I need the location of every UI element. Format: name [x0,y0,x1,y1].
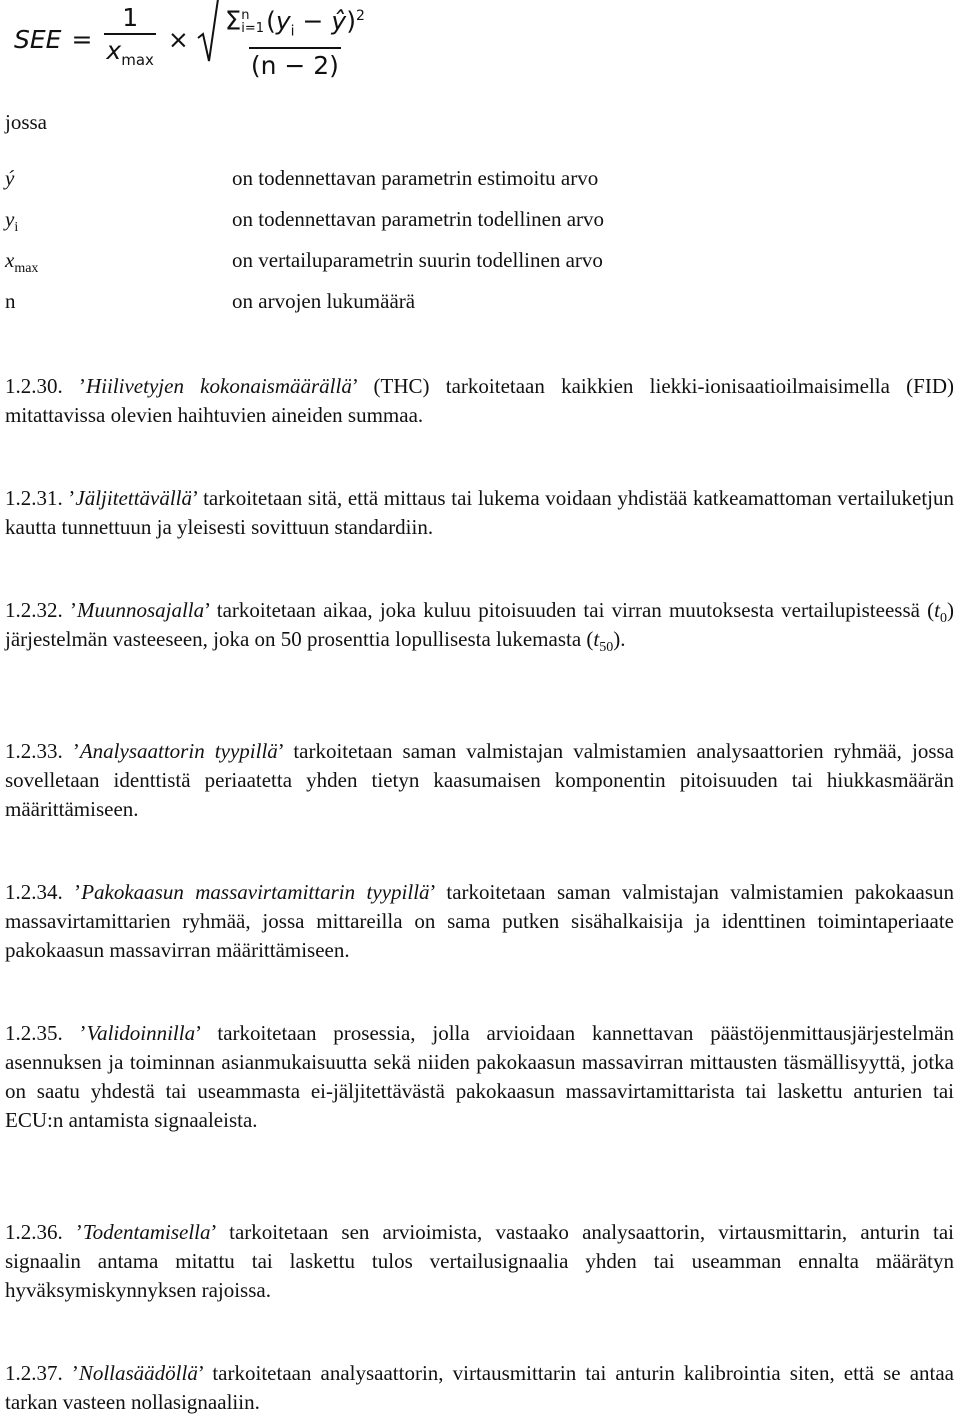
definition-symbol: $y_i$ [5,207,19,236]
definition-text: on arvojen lukumäärä [232,289,416,313]
formula-square-root [197,0,371,80]
definition-row [5,164,905,205]
formula-numerator: 1 [122,3,139,32]
paragraph-text: tarkoitetaan sitä, että mittaus tai lukema voidaan yhdistää katkeamattoman vertailuketjun kautta tunnettuun ja yleisesti sovittuun standardiin. [5,486,954,539]
defined-term: Todentamisella [82,1220,211,1244]
definition-row [5,205,905,246]
formula-fraction-1 [104,3,155,75]
formula-equals: = [71,24,93,54]
definition-symbol: ý [5,166,15,190]
definition-text: on vertailuparametrin suurin todellinen arvo [232,248,603,272]
see-formula [14,3,371,81]
defined-term: Validoinnilla [86,1021,196,1045]
definition-row [5,287,905,328]
paragraph-1-2-35: 1.2.35. ’Validoinnilla’ tarkoitetaan prosessia, jolla arvioidaan kannettavan päästöjenmittausjärjestelmän asennuksen ja toiminnan asianmukaisuutta sekä niiden pakokaasun massavirran mittausten täsmällisyyttä, jotka on saatu yhdestä tai useammasta ei-jäljitettävästä pakokaasun massavirtamittarista tai laskettu anturien tai ECU:n antamista signaaleista. [5,1021,954,1132]
formula-denominator: $x_{max}$ [104,33,155,75]
definition-row [5,246,905,287]
definition-symbol: n [5,289,16,313]
defined-term: Pakokaasun massavirtamittarin tyypillä [81,880,430,904]
paragraph-text: tarkoitetaan saman valmistajan valmistamien analysaattorien ryhmää, jossa sovelletaan identtistä periaatetta yhden tietyn kaasumaisen komponentin pitoisuuden tai hiukkasmäärän määrittämiseen. [5,739,955,821]
defined-term: Analysaattorin tyypillä [79,739,278,763]
formula-radicand [219,0,371,80]
paragraph-1-2-33: 1.2.33. ’Analysaattorin tyypillä’ tarkoitetaan saman valmistajan valmistamien analysaattorien ryhmää, jossa sovelletaan identtistä periaatetta yhden tietyn kaasumaisen komponentin pitoisuuden tai hiukkasmäärän määrittämiseen. [5,739,955,821]
intro-word: jossa [5,110,47,134]
paragraph-1-2-34: 1.2.34. ’Pakokaasun massavirtamittarin tyypillä’ tarkoitetaan saman valmistajan valmistamien pakokaasun massavirtamittarien ryhmää, jossa mittareilla on sama putken sisähalkaisija ja identtinen toimintaperiaate pakokaasun massavirran määrittämiseen. [5,880,954,962]
defined-term: Jäljitettävällä [75,486,193,510]
paragraph-number: 1.2.35. [5,1021,63,1045]
formula-lhs: SEE [14,24,62,54]
defined-term: Hiilivetyjen kokonaismäärällä [85,374,352,398]
radical-sign-icon [197,0,219,64]
definition-text: on todennettavan parametrin todellinen arvo [232,207,605,231]
formula-sum-numerator: Σ n i=1 ($y_i$ − ŷ)$^2$ [224,6,365,40]
paragraph-1-2-31: 1.2.31. ’Jäljitettävällä’ tarkoitetaan sitä, että mittaus tai lukema voidaan yhdistää katkeamattoman vertailuketjun kautta tunnettuun ja yleisesti sovittuun standardiin. [5,486,954,539]
paragraph-1-2-30: 1.2.30. ’Hiilivetyjen kokonaismäärällä’ (THC) tarkoitetaan kaikkien liekki-ionisaatioilmaisimella (FID) mitattavissa olevien haihtuvien aineiden summaa. [5,374,955,427]
definition-text: on todennettavan parametrin estimoitu arvo [232,166,599,190]
paragraph-number: 1.2.30. [5,374,63,398]
paragraph-1-2-32: 1.2.32. ’Muunnosajalla’ tarkoitetaan aikaa, joka kuluu pitoisuuden tai virran muutoksesta vertailupisteessä $(t_0)$ järjestelmän vasteeseen, joka on 50 prosenttia lopullisesta lukemasta $(t_{50})$. [5,598,954,656]
paragraph-number: 1.2.36. [5,1220,63,1244]
paragraph-text: tarkoitetaan aikaa, joka kuluu pitoisuuden tai virran muutoksesta vertailupisteessä ( [216,598,935,622]
paragraph-1-2-36: 1.2.36. ’Todentamisella’ tarkoitetaan sen arvioimista, vastaako analysaattorin, virtausmittarin, anturin tai signaalin antama mitattu tai laskettu tulos vertailusignaalia yhden tai useamman ennalta määrätyn hyväksymiskynnyksen rajoissa. [5,1220,954,1302]
paragraph-number: 1.2.37. [5,1361,63,1385]
defined-term: Muunnosajalla [76,598,205,622]
defined-term: Nollasäädöllä [78,1361,198,1385]
paragraph-1-2-37: 1.2.37. ’Nollasäädöllä’ tarkoitetaan analysaattorin, virtausmittarin tai anturin kalibrointia siten, että se antaa tarkan vasteen nollasignaaliin. [5,1361,954,1414]
formula-sum-denominator: (n − 2) [249,47,341,80]
paragraph-text: tarkoitetaan analysaattorin, virtausmittarin tai anturin kalibrointia siten, että se antaa tarkan vasteen nollasignaaliin. [5,1361,954,1414]
paragraph-text: tarkoitetaan prosessia, jolla arvioidaan kannettavan päästöjenmittausjärjestelmän asennuksen ja toiminnan asianmukaisuutta sekä niiden pakokaasun massavirran mittausten täsmällisyyttä, jotka on saatu yhdestä tai useammasta ei-jäljitettävästä pakokaasun massavirtamittarista tai laskettu anturien tai ECU:n antamista signaaleista. [5,1021,954,1132]
paragraph-number: 1.2.33. [5,739,63,763]
paragraph-number: 1.2.32. [5,598,63,622]
formula-times: × [167,24,189,54]
definition-list [5,164,905,328]
formula-fraction-2 [223,2,367,80]
paragraph-number: 1.2.31. [5,486,63,510]
paragraph-number: 1.2.34. [5,880,63,904]
paragraph-text: tarkoitetaan sen arvioimista, vastaako analysaattorin, virtausmittarin, anturin tai signaalin antama mitattu tai laskettu tulos vertailusignaalia yhden tai useamman ennalta määrätyn hyväksymiskynnyksen rajoissa. [5,1220,954,1302]
definition-symbol: $x_{max}$ [5,248,39,277]
paragraph-text: tarkoitetaan saman valmistajan valmistamien pakokaasun massavirtamittarien ryhmää, jossa mittareilla on sama putken sisähalkaisija ja identtinen toimintaperiaate pakokaasun massavirran määrittämiseen. [5,880,954,962]
paragraph-text: (THC) tarkoitetaan kaikkien liekki-ionisaatioilmaisimella (FID) mitattavissa olevien haihtuvien aineiden summaa. [5,374,955,427]
